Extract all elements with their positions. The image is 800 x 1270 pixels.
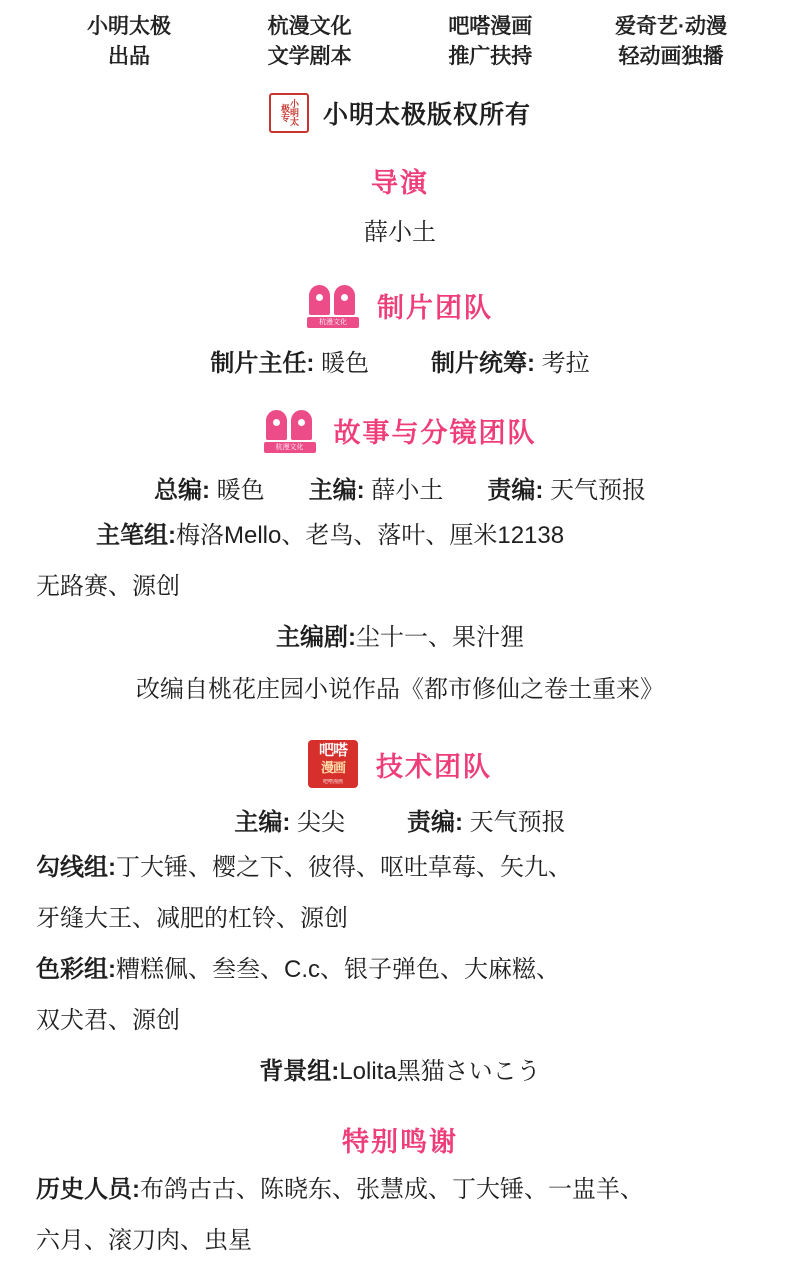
color-names: 糟糕佩、叁叁、C.c、银子弹色、大麻糍、 <box>116 956 560 983</box>
role-entry <box>309 470 444 505</box>
script-group <box>0 619 800 658</box>
seal-stamp-icon <box>269 93 309 133</box>
seal-text: 小明太极专 <box>279 99 299 127</box>
section-header-story <box>0 408 800 454</box>
history-label: 历史人员: <box>36 1175 140 1203</box>
section-heading-technical: 技术团队 <box>376 751 492 782</box>
main-pen-names: 梅洛Mello、老鸟、落叶、厘米12138 <box>176 521 565 549</box>
role-value: 尖尖 <box>297 809 345 837</box>
role-entry <box>431 343 590 378</box>
logo-caption: 杭漫文化 <box>307 317 359 328</box>
logo-caption: 吧嗒漫画 <box>322 779 343 786</box>
color-names-2: 双犬君、源创 <box>36 1006 180 1034</box>
role-label: 责编: <box>487 476 544 504</box>
color-label: 色彩组: <box>36 956 116 983</box>
lineart-group <box>0 849 800 888</box>
hangman-culture-logo-icon <box>307 283 359 329</box>
history-group <box>0 1171 800 1210</box>
role-label: 主编: <box>234 809 291 837</box>
section-heading-director: 导演 <box>371 167 429 198</box>
role-entry <box>154 470 265 505</box>
sponsor-line1: 杭漫文化 <box>267 15 352 38</box>
copyright-text: 小明太极版权所有 <box>322 100 531 129</box>
hangman-culture-logo-icon <box>264 408 316 454</box>
logo-caption: 杭漫文化 <box>264 442 316 453</box>
background-names: Lolita黑猫さいこう <box>339 1057 541 1085</box>
lineart-label: 勾线组: <box>36 854 116 882</box>
role-label: 总编: <box>153 476 210 504</box>
color-group <box>0 951 800 990</box>
lineart-names-2: 牙缝大王、减肥的杠铃、源创 <box>36 905 348 933</box>
sponsor-line1: 吧嗒漫画 <box>448 15 533 38</box>
history-names-2: 六月、滚刀肉、虫星 <box>36 1226 252 1254</box>
sponsor-line1: 小明太极 <box>87 15 171 38</box>
role-entry <box>234 802 345 837</box>
role-entry <box>487 470 646 505</box>
script-names: 尘十一、果汁狸 <box>356 623 524 651</box>
section-header-production <box>0 283 800 329</box>
sponsor-line2: 轻动画独播 <box>618 45 724 69</box>
role-label: 主编: <box>308 476 365 504</box>
color-group-cont <box>0 1002 800 1041</box>
role-value: 考拉 <box>541 349 590 377</box>
role-label: 责编: <box>407 809 463 837</box>
role-label: 制片统筹: <box>431 349 535 377</box>
background-group <box>0 1053 800 1092</box>
sponsor-line2: 文学剧本 <box>267 45 352 69</box>
sponsor-line1: 爱奇艺·动漫 <box>614 15 727 38</box>
role-value: 天气预报 <box>469 809 566 837</box>
copyright-row <box>0 93 800 133</box>
section-heading-story: 故事与分镜团队 <box>333 418 537 449</box>
sponsor-row <box>0 6 800 73</box>
role-entry <box>210 343 369 378</box>
role-label: 制片主任: <box>210 349 315 377</box>
main-pen-group-cont <box>0 568 800 607</box>
background-label: 背景组: <box>259 1057 340 1085</box>
history-names: 布鸽古古、陈晓东、张慧成、丁大锤、一盅羊、 <box>140 1175 644 1203</box>
main-pen-label: 主笔组: <box>96 521 176 549</box>
sponsor-line2: 出品 <box>108 45 150 69</box>
sponsor-line2: 推广扶持 <box>448 45 533 69</box>
role-value: 薛小土 <box>371 476 444 504</box>
production-roles <box>0 343 800 378</box>
section-header-technical <box>0 740 800 788</box>
role-value: 暖色 <box>216 476 265 504</box>
sponsor-item <box>44 12 214 73</box>
adaptation-note: 改编自桃花庄园小说作品《都市修仙之卷土重来》 <box>136 676 664 704</box>
sponsor-item <box>225 12 395 73</box>
director-name: 薛小土 <box>364 218 436 246</box>
main-pen-names-2: 无路赛、源创 <box>36 572 180 600</box>
lineart-group-cont <box>0 900 800 939</box>
main-pen-group <box>0 517 800 556</box>
story-roles <box>0 470 800 505</box>
history-group-cont <box>0 1222 800 1261</box>
script-label: 主编剧: <box>276 623 356 651</box>
lineart-names: 丁大锤、樱之下、彼得、呕吐草莓、矢九、 <box>116 854 572 882</box>
role-entry <box>407 802 566 837</box>
role-value: 天气预报 <box>550 476 646 504</box>
sponsor-item <box>586 12 756 73</box>
badaa-comic-logo-icon: 吧嗒 漫画 吧嗒漫画 <box>308 740 358 788</box>
technical-roles <box>0 802 800 837</box>
sponsor-item <box>405 12 575 73</box>
section-heading-production: 制片团队 <box>377 293 493 324</box>
role-value: 暖色 <box>321 349 369 377</box>
section-heading-thanks: 特别鸣谢 <box>342 1126 458 1157</box>
